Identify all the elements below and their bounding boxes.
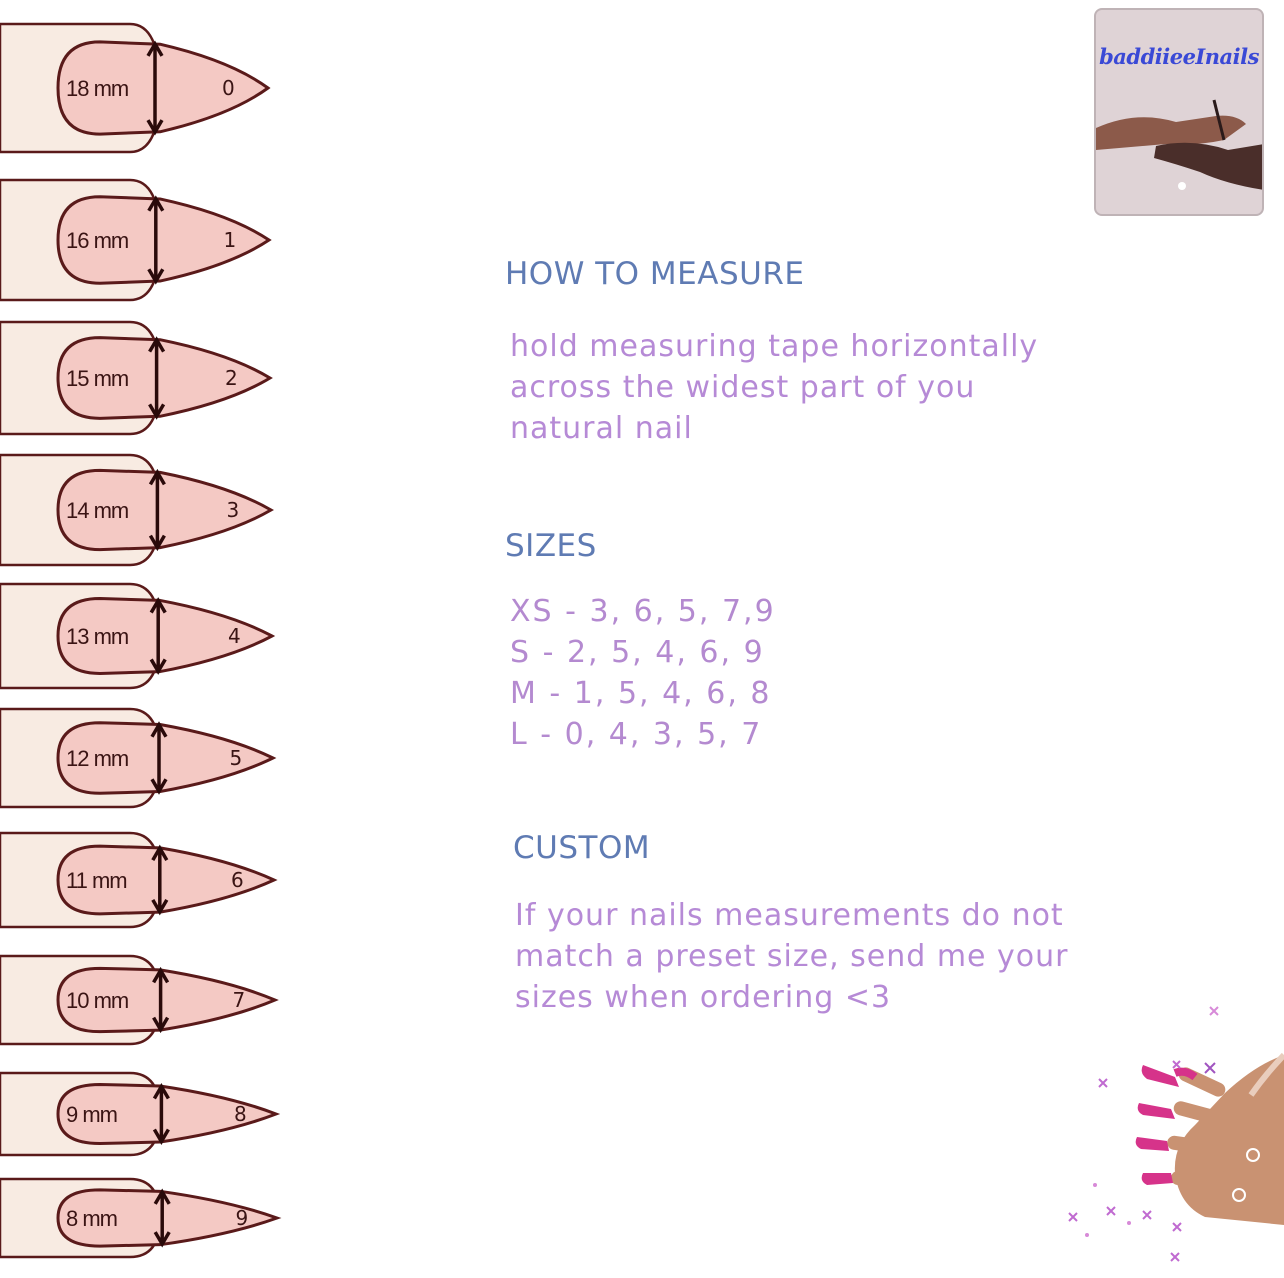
size-line-xs: XS - 3, 6, 5, 7,9 — [510, 594, 776, 629]
hand-sparkle-illustration — [1055, 995, 1284, 1278]
nail-size-label: 16 mm — [66, 228, 129, 253]
brand-logo — [1094, 8, 1264, 216]
nail-number-label: 3 — [226, 498, 240, 522]
size-line-l: L - 0, 4, 3, 5, 7 — [510, 717, 763, 752]
nail-diagram — [0, 709, 273, 807]
measure-line: hold measuring tape horizontally — [510, 329, 1039, 364]
nail-number-label: 4 — [228, 624, 241, 648]
nail-size-label: 11 mm — [66, 868, 127, 893]
custom-line: sizes when ordering <3 — [515, 980, 892, 1015]
nail-size-chart — [0, 0, 300, 1278]
custom-text — [515, 895, 1069, 1018]
nail-size-label: 14 mm — [66, 498, 129, 523]
size-line-s: S - 2, 5, 4, 6, 9 — [510, 635, 765, 670]
nail-size-label: 15 mm — [66, 366, 129, 391]
sizes-heading: SIZES — [505, 528, 597, 564]
nail-number-label: 9 — [235, 1206, 249, 1230]
measure-line: natural nail — [510, 411, 693, 446]
nail-size-label: 12 mm — [66, 746, 129, 771]
nail-number-label: 1 — [223, 228, 237, 252]
nail-diagram — [0, 1073, 276, 1155]
nail-size-label: 9 mm — [66, 1102, 117, 1127]
nail-number-label: 7 — [232, 988, 246, 1012]
custom-line: If your nails measurements do not — [515, 898, 1064, 933]
nail-size-label: 8 mm — [66, 1206, 117, 1231]
nail-diagram — [0, 322, 270, 434]
nail-number-label: 5 — [229, 746, 243, 770]
nail-number-label: 6 — [231, 868, 244, 892]
nail-size-label: 13 mm — [66, 624, 129, 649]
nail-diagram — [0, 833, 274, 927]
how-to-measure-heading: HOW TO MEASURE — [505, 256, 805, 292]
size-line-m: M - 1, 5, 4, 6, 8 — [510, 676, 772, 711]
nail-diagram — [0, 180, 269, 300]
nail-size-label: 18 mm — [66, 76, 129, 101]
nail-diagram — [0, 584, 272, 688]
logo-text: baddiieeInails — [1099, 44, 1259, 69]
nail-number-label: 8 — [234, 1102, 247, 1126]
hand-icon — [1136, 1055, 1284, 1225]
measure-line: across the widest part of you — [510, 370, 976, 405]
nail-diagram — [0, 956, 275, 1044]
sizes-list — [510, 591, 776, 755]
nail-number-label: 0 — [222, 76, 235, 100]
how-to-measure-text — [510, 326, 1038, 449]
nail-diagram — [0, 1179, 277, 1257]
custom-line: match a preset size, send me your — [515, 939, 1069, 974]
custom-heading: CUSTOM — [513, 830, 651, 866]
nail-number-label: 2 — [225, 366, 238, 390]
hands-illustration-icon — [1096, 80, 1264, 210]
nail-size-label: 10 mm — [66, 988, 129, 1013]
nail-diagram — [0, 24, 268, 152]
nail-diagram — [0, 455, 271, 565]
